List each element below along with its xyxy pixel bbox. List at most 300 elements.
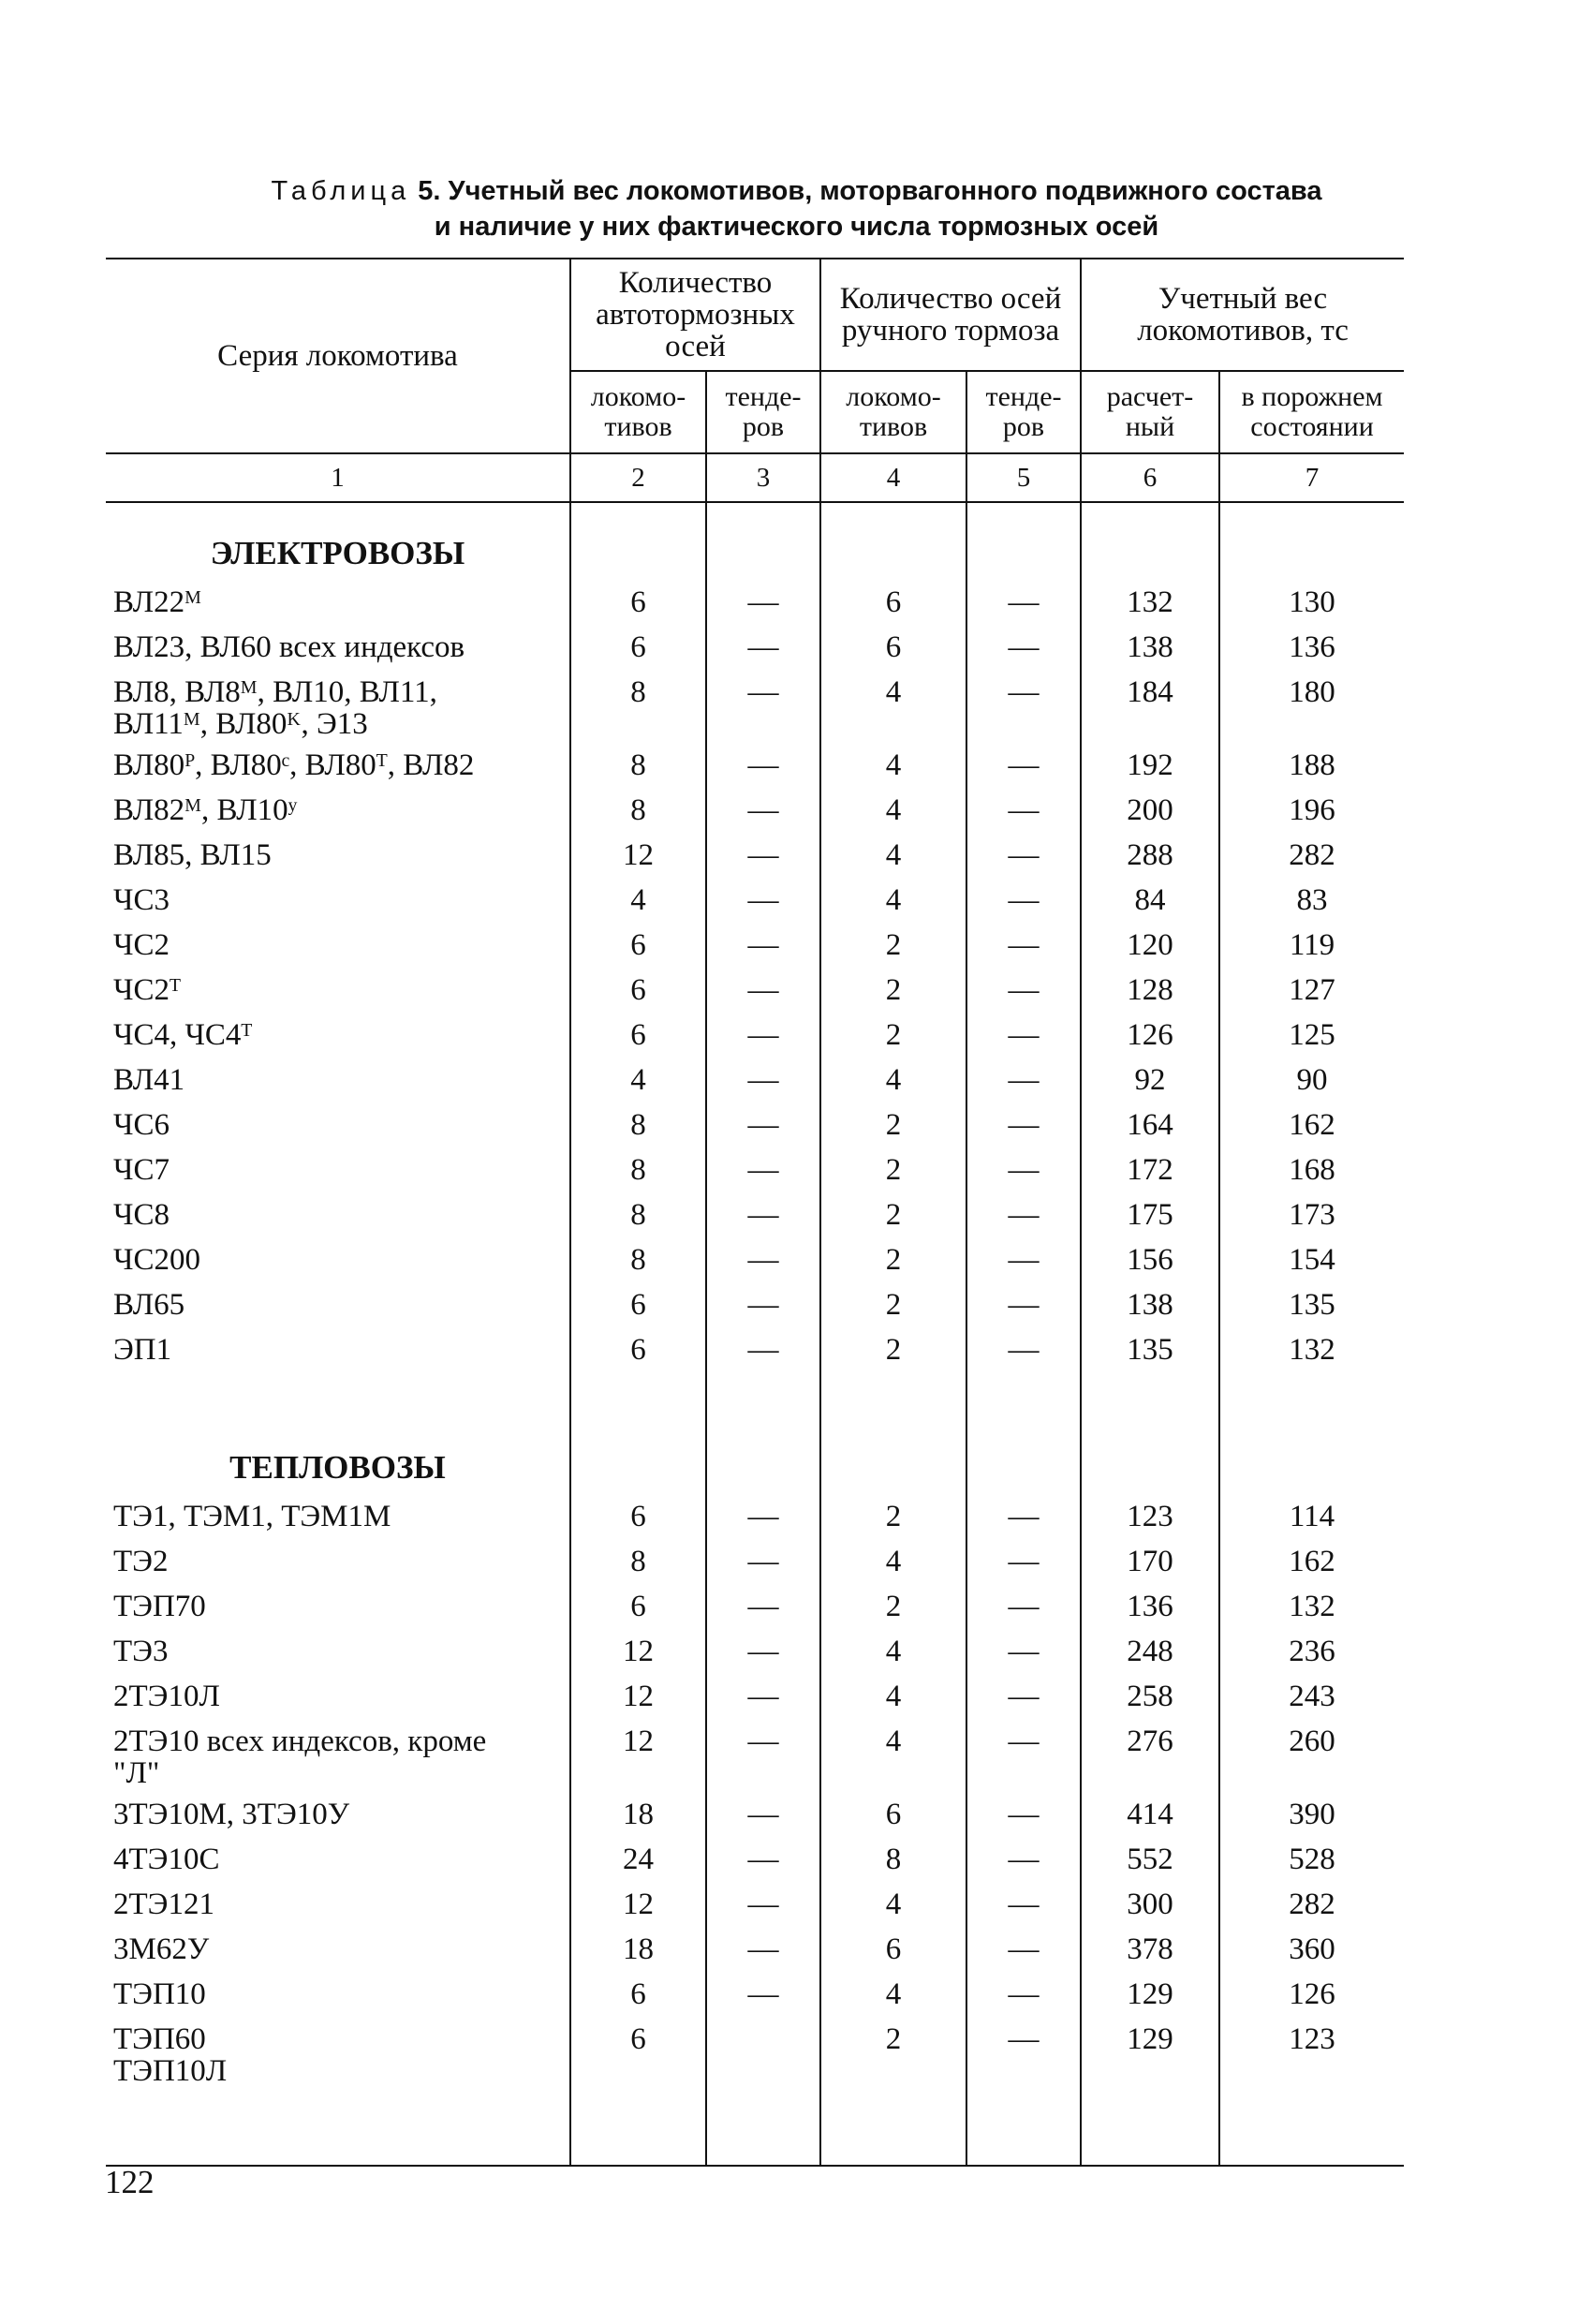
empty-cell xyxy=(1081,1421,1219,1494)
table-title: 5. Учетный вес локомотивов, моторвагонного подвижного состава xyxy=(418,176,1322,206)
value-c5: — xyxy=(966,1192,1081,1237)
locomotive-series xyxy=(106,968,570,1013)
series-name: ЧС2 xyxy=(113,928,170,962)
value-c7: 130 xyxy=(1219,580,1404,625)
table-row xyxy=(106,1882,1404,1927)
series-name: ВЛ82ᴹ, ВЛ10ʸ xyxy=(113,793,298,827)
empty-cell xyxy=(106,2090,570,2166)
value-c7: 162 xyxy=(1219,1539,1404,1584)
table-row xyxy=(106,1103,1404,1147)
locomotive-series xyxy=(106,1013,570,1058)
series-name: ВЛ22ᴹ xyxy=(113,585,201,619)
value-c3: — xyxy=(706,1327,820,1372)
value-c6: 258 xyxy=(1081,1674,1219,1719)
value-c6: 170 xyxy=(1081,1539,1219,1584)
value-c4: 4 xyxy=(820,1674,966,1719)
series-name: ТЭ3 xyxy=(113,1635,169,1668)
value-c6: 129 xyxy=(1081,2017,1219,2090)
value-c3: — xyxy=(706,1927,820,1972)
locomotive-series xyxy=(106,1719,570,1792)
header-series: Серия локомотива xyxy=(106,259,570,453)
table-row xyxy=(106,625,1404,670)
value-c6: 192 xyxy=(1081,743,1219,788)
value-c7: 136 xyxy=(1219,625,1404,670)
locomotive-series xyxy=(106,833,570,878)
value-c4: 2 xyxy=(820,1494,966,1539)
series-name: ВЛ65 xyxy=(113,1288,185,1322)
empty-cell xyxy=(106,1372,570,1421)
series-name: ТЭ2 xyxy=(113,1545,169,1578)
table-row xyxy=(106,833,1404,878)
empty-cell xyxy=(820,1372,966,1421)
empty-cell xyxy=(820,1421,966,1494)
value-c7: 162 xyxy=(1219,1103,1404,1147)
col-num: 3 xyxy=(706,453,820,502)
value-c3: — xyxy=(706,833,820,878)
table-row xyxy=(106,1013,1404,1058)
page-number: 122 xyxy=(105,2164,155,2200)
value-c4: 6 xyxy=(820,625,966,670)
value-c5: — xyxy=(966,1013,1081,1058)
value-c2: 6 xyxy=(570,1282,706,1327)
series-name: ВЛ80ᴾ, ВЛ80ᶜ, ВЛ80ᵀ, ВЛ82 xyxy=(113,748,475,782)
empty-cell xyxy=(966,502,1081,580)
value-c5: — xyxy=(966,2017,1081,2090)
locomotive-series xyxy=(106,1927,570,1972)
value-c2: 6 xyxy=(570,1494,706,1539)
series-name: ТЭ1, ТЭМ1, ТЭМ1М xyxy=(113,1500,391,1533)
col-num: 2 xyxy=(570,453,706,502)
value-c4: 4 xyxy=(820,788,966,833)
value-c4: 2 xyxy=(820,1147,966,1192)
value-c2: 6 xyxy=(570,923,706,968)
value-c4: 4 xyxy=(820,833,966,878)
empty-cell xyxy=(570,2090,706,2166)
value-c2: 8 xyxy=(570,743,706,788)
table-caption-line2: и наличие у них фактического числа тормозных осей xyxy=(434,212,1159,242)
value-c5: — xyxy=(966,1792,1081,1837)
table-row xyxy=(106,1147,1404,1192)
value-c7: 196 xyxy=(1219,788,1404,833)
locomotive-series xyxy=(106,1147,570,1192)
table-body xyxy=(106,502,1404,2166)
value-c4: 2 xyxy=(820,1192,966,1237)
value-c2: 6 xyxy=(570,1013,706,1058)
empty-cell xyxy=(570,502,706,580)
locomotive-series xyxy=(106,1674,570,1719)
value-c7: 123 xyxy=(1219,2017,1404,2090)
value-c7: 188 xyxy=(1219,743,1404,788)
table-row xyxy=(106,1539,1404,1584)
value-c4: 8 xyxy=(820,1837,966,1882)
locomotive-series xyxy=(106,1539,570,1584)
table-row xyxy=(106,1282,1404,1327)
value-c4: 4 xyxy=(820,1972,966,2017)
value-c6: 135 xyxy=(1081,1327,1219,1372)
value-c3: — xyxy=(706,625,820,670)
value-c4: 4 xyxy=(820,1058,966,1103)
series-name: ЧС2ᵀ xyxy=(113,973,181,1007)
value-c5: — xyxy=(966,968,1081,1013)
value-c7: 127 xyxy=(1219,968,1404,1013)
value-c5: — xyxy=(966,1837,1081,1882)
header-auto-axles: Количество автотормозных осей xyxy=(570,259,820,371)
header-auto-loco: локомо-тивов xyxy=(570,371,706,453)
empty-cell xyxy=(1081,1372,1219,1421)
table-row xyxy=(106,580,1404,625)
value-c4: 4 xyxy=(820,878,966,923)
value-c3 xyxy=(706,2017,820,2090)
header-hand-loco: локомо-тивов xyxy=(820,371,966,453)
locomotive-series xyxy=(106,670,570,743)
value-c3: — xyxy=(706,1013,820,1058)
series-name: ЧС7 xyxy=(113,1153,170,1187)
header-weight-empty: в порожнем состоянии xyxy=(1241,381,1383,442)
empty-cell xyxy=(966,1372,1081,1421)
header-auto-tender: тенде-ров xyxy=(706,371,820,453)
series-name: ВЛ85, ВЛ15 xyxy=(113,838,272,872)
table-row xyxy=(106,788,1404,833)
col-num: 5 xyxy=(966,453,1081,502)
value-c3: — xyxy=(706,743,820,788)
value-c7: 528 xyxy=(1219,1837,1404,1882)
series-name: 3ТЭ10М, 3ТЭ10У xyxy=(113,1798,350,1831)
value-c6: 175 xyxy=(1081,1192,1219,1237)
locomotive-series xyxy=(106,743,570,788)
value-c7: 90 xyxy=(1219,1058,1404,1103)
value-c5: — xyxy=(966,923,1081,968)
empty-cell xyxy=(570,1372,706,1421)
spacer-row xyxy=(106,2090,1404,2166)
header-weight-calc: расчет-ный xyxy=(1081,371,1219,453)
locomotive-weight-table xyxy=(106,258,1404,2167)
locomotive-series xyxy=(106,1327,570,1372)
value-c2: 4 xyxy=(570,1058,706,1103)
locomotive-series xyxy=(106,1103,570,1147)
locomotive-series xyxy=(106,1792,570,1837)
col-num: 6 xyxy=(1081,453,1219,502)
value-c4: 2 xyxy=(820,1584,966,1629)
empty-cell xyxy=(1219,1372,1404,1421)
section-header-row xyxy=(106,502,1404,580)
value-c7: 135 xyxy=(1219,1282,1404,1327)
value-c5: — xyxy=(966,788,1081,833)
value-c7: 260 xyxy=(1219,1719,1404,1792)
table-caption-line1 xyxy=(0,174,1593,208)
value-c5: — xyxy=(966,1629,1081,1674)
value-c6: 123 xyxy=(1081,1494,1219,1539)
value-c6: 126 xyxy=(1081,1013,1219,1058)
table-row xyxy=(106,1972,1404,2017)
value-c2: 8 xyxy=(570,788,706,833)
series-name: ЧС4, ЧС4ᵀ xyxy=(113,1018,253,1052)
empty-cell xyxy=(1081,502,1219,580)
value-c3: — xyxy=(706,1837,820,1882)
value-c7: 282 xyxy=(1219,833,1404,878)
series-name: 2ТЭ10 всех индексов, кроме xyxy=(113,1724,487,1758)
value-c5: — xyxy=(966,1103,1081,1147)
value-c3: — xyxy=(706,1629,820,1674)
value-c4: 2 xyxy=(820,1103,966,1147)
value-c2: 6 xyxy=(570,1327,706,1372)
value-c3: — xyxy=(706,1494,820,1539)
empty-cell xyxy=(820,502,966,580)
value-c6: 138 xyxy=(1081,625,1219,670)
empty-cell xyxy=(966,1421,1081,1494)
value-c7: 173 xyxy=(1219,1192,1404,1237)
series-name: 2ТЭ10Л xyxy=(113,1680,220,1713)
table-row xyxy=(106,1792,1404,1837)
value-c2: 6 xyxy=(570,625,706,670)
value-c3: — xyxy=(706,1237,820,1282)
table-row xyxy=(106,1237,1404,1282)
value-c2: 12 xyxy=(570,1674,706,1719)
value-c5: — xyxy=(966,580,1081,625)
value-c5: — xyxy=(966,1237,1081,1282)
empty-cell xyxy=(706,1421,820,1494)
empty-cell xyxy=(820,2090,966,2166)
value-c2: 12 xyxy=(570,1882,706,1927)
empty-cell xyxy=(1219,2090,1404,2166)
value-c4: 6 xyxy=(820,580,966,625)
locomotive-series xyxy=(106,1192,570,1237)
value-c3: — xyxy=(706,1882,820,1927)
value-c4: 2 xyxy=(820,1013,966,1058)
value-c4: 2 xyxy=(820,2017,966,2090)
value-c2: 24 xyxy=(570,1837,706,1882)
table-row xyxy=(106,1629,1404,1674)
value-c4: 6 xyxy=(820,1927,966,1972)
value-c4: 2 xyxy=(820,923,966,968)
section-header-row xyxy=(106,1421,1404,1494)
col-num: 1 xyxy=(106,453,570,502)
value-c5: — xyxy=(966,1058,1081,1103)
value-c5: — xyxy=(966,1327,1081,1372)
value-c2: 8 xyxy=(570,1237,706,1282)
value-c5: — xyxy=(966,878,1081,923)
series-name: ТЭП70 xyxy=(113,1590,206,1623)
value-c2: 6 xyxy=(570,1972,706,2017)
value-c6: 300 xyxy=(1081,1882,1219,1927)
table-row xyxy=(106,1837,1404,1882)
value-c4: 4 xyxy=(820,670,966,743)
locomotive-series xyxy=(106,1494,570,1539)
value-c4: 4 xyxy=(820,1629,966,1674)
value-c6: 120 xyxy=(1081,923,1219,968)
value-c3: — xyxy=(706,788,820,833)
locomotive-series xyxy=(106,1972,570,2017)
series-name: ВЛ41 xyxy=(113,1063,185,1097)
table-row xyxy=(106,743,1404,788)
locomotive-series xyxy=(106,1584,570,1629)
locomotive-series xyxy=(106,1837,570,1882)
value-c7: 282 xyxy=(1219,1882,1404,1927)
value-c2: 8 xyxy=(570,670,706,743)
value-c3: — xyxy=(706,1539,820,1584)
value-c5: — xyxy=(966,670,1081,743)
value-c4: 2 xyxy=(820,968,966,1013)
locomotive-series xyxy=(106,625,570,670)
header-hand-axles: Количество осей ручного тормоза xyxy=(820,259,1081,371)
value-c7: 114 xyxy=(1219,1494,1404,1539)
value-c3: — xyxy=(706,580,820,625)
empty-cell xyxy=(706,502,820,580)
locomotive-series xyxy=(106,580,570,625)
value-c2: 18 xyxy=(570,1927,706,1972)
value-c5: — xyxy=(966,1674,1081,1719)
value-c6: 288 xyxy=(1081,833,1219,878)
series-name: 3М62У xyxy=(113,1932,210,1966)
series-name: ТЭП60 xyxy=(113,2022,206,2056)
value-c6: 156 xyxy=(1081,1237,1219,1282)
value-c7: 168 xyxy=(1219,1147,1404,1192)
value-c5: — xyxy=(966,1282,1081,1327)
value-c5: — xyxy=(966,1927,1081,1972)
value-c7: 83 xyxy=(1219,878,1404,923)
value-c2: 12 xyxy=(570,833,706,878)
value-c2: 4 xyxy=(570,878,706,923)
value-c6: 136 xyxy=(1081,1584,1219,1629)
value-c5: — xyxy=(966,1972,1081,2017)
table-row xyxy=(106,2017,1404,2090)
series-name: ТЭП10 xyxy=(113,1977,206,2011)
series-name: ВЛ8, ВЛ8ᴹ, ВЛ10, ВЛ11, xyxy=(113,675,437,709)
value-c6: 92 xyxy=(1081,1058,1219,1103)
value-c3: — xyxy=(706,1192,820,1237)
value-c2: 18 xyxy=(570,1792,706,1837)
value-c6: 248 xyxy=(1081,1629,1219,1674)
value-c2: 8 xyxy=(570,1539,706,1584)
value-c7: 132 xyxy=(1219,1584,1404,1629)
locomotive-series xyxy=(106,878,570,923)
value-c3: — xyxy=(706,878,820,923)
value-c5: — xyxy=(966,833,1081,878)
value-c6: 132 xyxy=(1081,580,1219,625)
spacer-row xyxy=(106,1372,1404,1421)
value-c6: 414 xyxy=(1081,1792,1219,1837)
empty-cell xyxy=(570,1421,706,1494)
empty-cell xyxy=(966,2090,1081,2166)
table-row xyxy=(106,1327,1404,1372)
value-c3: — xyxy=(706,923,820,968)
value-c2: 8 xyxy=(570,1103,706,1147)
value-c3: — xyxy=(706,1674,820,1719)
value-c7: 180 xyxy=(1219,670,1404,743)
header-hand-tender: тенде-ров xyxy=(966,371,1081,453)
value-c5: — xyxy=(966,1584,1081,1629)
value-c7: 154 xyxy=(1219,1237,1404,1282)
value-c4: 4 xyxy=(820,743,966,788)
value-c3: — xyxy=(706,670,820,743)
table-row xyxy=(106,1674,1404,1719)
locomotive-series xyxy=(106,923,570,968)
empty-cell xyxy=(1219,1421,1404,1494)
table-row xyxy=(106,1584,1404,1629)
locomotive-series xyxy=(106,2017,570,2090)
value-c5: — xyxy=(966,625,1081,670)
empty-cell xyxy=(706,2090,820,2166)
value-c2: 12 xyxy=(570,1719,706,1792)
value-c3: — xyxy=(706,1972,820,2017)
value-c3: — xyxy=(706,968,820,1013)
value-c5: — xyxy=(966,1719,1081,1792)
value-c6: 378 xyxy=(1081,1927,1219,1972)
table-row xyxy=(106,1192,1404,1237)
series-name: 4ТЭ10С xyxy=(113,1843,220,1876)
locomotive-series xyxy=(106,1882,570,1927)
col-num: 7 xyxy=(1219,453,1404,502)
table-row xyxy=(106,1927,1404,1972)
locomotive-series xyxy=(106,1058,570,1103)
header-weight: Учетный вес локомотивов, тс xyxy=(1081,259,1404,371)
value-c7: 390 xyxy=(1219,1792,1404,1837)
value-c4: 2 xyxy=(820,1237,966,1282)
value-c5: — xyxy=(966,1539,1081,1584)
series-name: 2ТЭ121 xyxy=(113,1887,214,1921)
value-c6: 200 xyxy=(1081,788,1219,833)
table-row xyxy=(106,1494,1404,1539)
value-c2: 6 xyxy=(570,1584,706,1629)
table-row xyxy=(106,1058,1404,1103)
value-c4: 2 xyxy=(820,1327,966,1372)
value-c4: 4 xyxy=(820,1882,966,1927)
value-c5: — xyxy=(966,1147,1081,1192)
value-c6: 552 xyxy=(1081,1837,1219,1882)
col-num: 4 xyxy=(820,453,966,502)
value-c5: — xyxy=(966,743,1081,788)
series-name: ЧС6 xyxy=(113,1108,170,1142)
value-c6: 138 xyxy=(1081,1282,1219,1327)
section-title: ЭЛЕКТРОВОЗЫ xyxy=(210,535,465,571)
series-name: ЧС8 xyxy=(113,1198,170,1232)
series-name: ЧС200 xyxy=(113,1243,200,1277)
table-row xyxy=(106,670,1404,743)
value-c6: 128 xyxy=(1081,968,1219,1013)
value-c7: 125 xyxy=(1219,1013,1404,1058)
series-name: ЭП1 xyxy=(113,1333,172,1367)
value-c4: 4 xyxy=(820,1539,966,1584)
value-c5: — xyxy=(966,1494,1081,1539)
value-c3: — xyxy=(706,1058,820,1103)
value-c7: 126 xyxy=(1219,1972,1404,2017)
series-name-continued: ВЛ11ᴹ, ВЛ80ᴷ, Э13 xyxy=(113,707,368,741)
table-label: Таблица xyxy=(271,176,411,206)
value-c3: — xyxy=(706,1719,820,1792)
series-name: ЧС3 xyxy=(113,883,170,917)
value-c5: — xyxy=(966,1882,1081,1927)
value-c7: 243 xyxy=(1219,1674,1404,1719)
series-name-continued: ТЭП10Л xyxy=(113,2054,228,2088)
value-c7: 132 xyxy=(1219,1327,1404,1372)
value-c3: — xyxy=(706,1103,820,1147)
locomotive-series xyxy=(106,788,570,833)
locomotive-series xyxy=(106,1237,570,1282)
value-c2: 8 xyxy=(570,1147,706,1192)
section-title: ТЕПЛОВОЗЫ xyxy=(229,1449,446,1486)
value-c6: 184 xyxy=(1081,670,1219,743)
series-name-continued: "Л" xyxy=(113,1756,160,1790)
value-c2: 6 xyxy=(570,580,706,625)
value-c6: 172 xyxy=(1081,1147,1219,1192)
value-c7: 236 xyxy=(1219,1629,1404,1674)
locomotive-series xyxy=(106,1629,570,1674)
value-c2: 12 xyxy=(570,1629,706,1674)
table-row xyxy=(106,878,1404,923)
value-c7: 360 xyxy=(1219,1927,1404,1972)
table-row xyxy=(106,923,1404,968)
empty-cell xyxy=(706,1372,820,1421)
value-c4: 6 xyxy=(820,1792,966,1837)
